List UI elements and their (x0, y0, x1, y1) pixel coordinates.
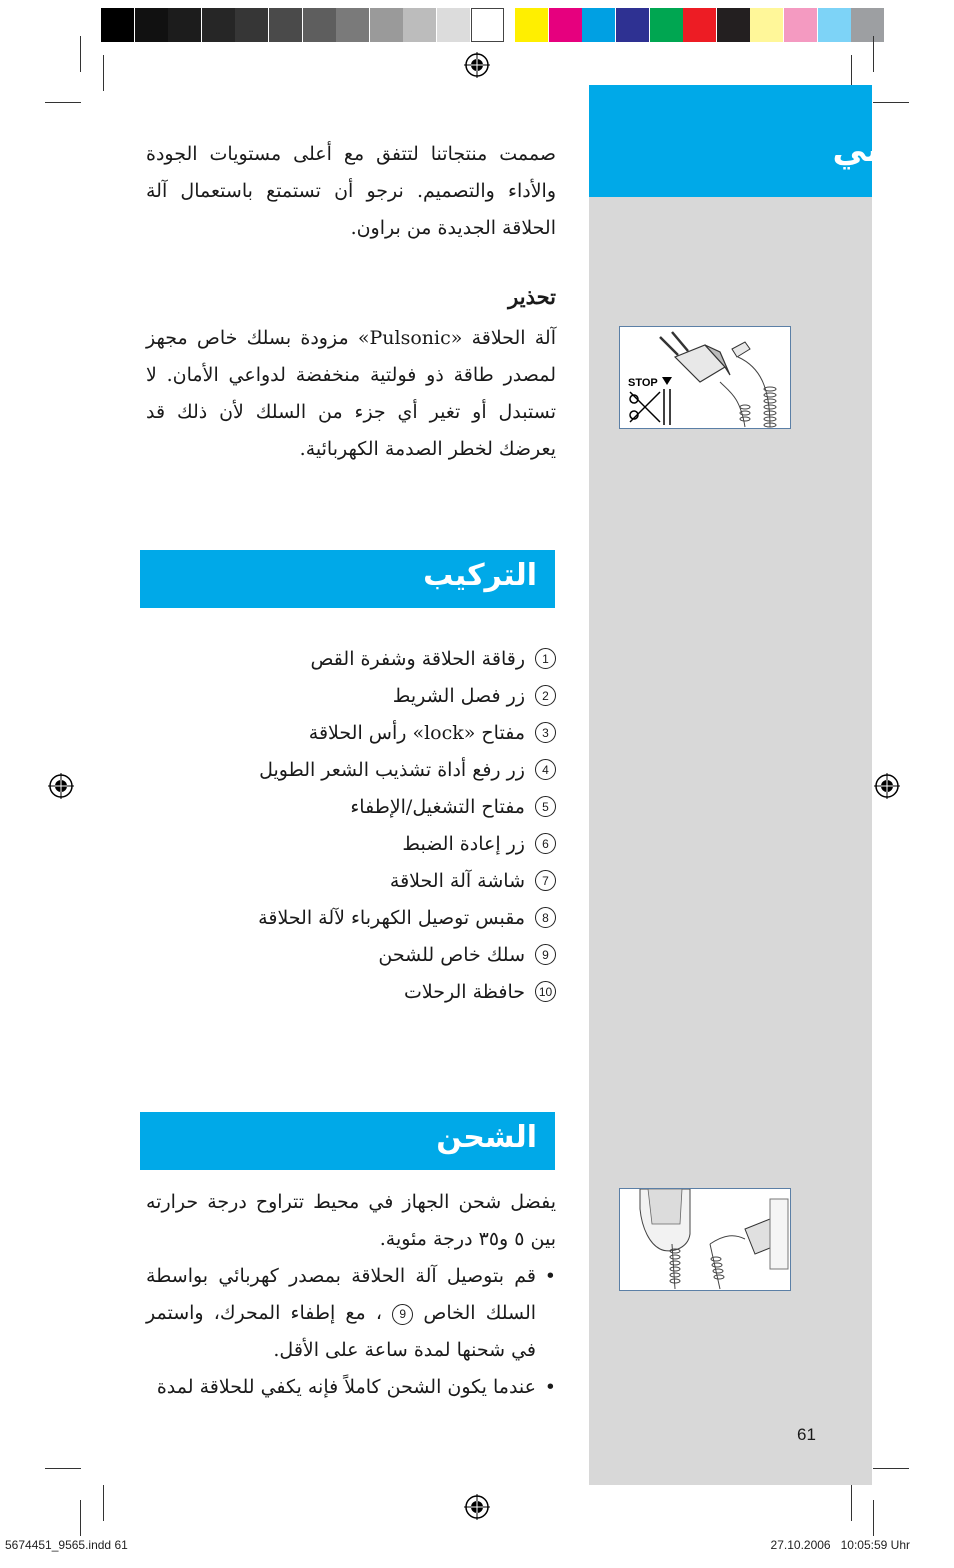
part-number: 2 (535, 685, 556, 706)
bullet-text: قم بتوصيل آلة الحلاقة بمصدر كهربائي بواسطة السلك الخاص (146, 1265, 537, 1324)
part-number: 6 (535, 833, 556, 854)
part-label: مفتاح «lock» رأس الحلاقة (308, 721, 525, 744)
list-item (136, 973, 556, 1010)
footer-timestamp: 27.10.2006 10:05:59 Uhr (770, 1538, 910, 1552)
language-title: عربي (832, 130, 924, 170)
registration-mark-icon (464, 52, 490, 78)
part-number: 9 (535, 944, 556, 965)
part-reference: 9 (392, 1304, 413, 1325)
page-number: 61 (797, 1425, 816, 1444)
color-swatch (269, 8, 302, 42)
registration-mark-icon (464, 1494, 490, 1520)
color-swatch (616, 8, 649, 42)
registration-mark-icon (48, 773, 74, 799)
warning-paragraph: آلة الحلاقة «Pulsonic» مزودة بسلك خاص مجهز لمصدر طاقة ذو فولتية منخفضة لدواعي الأمان. لا تستبدل أو تغير أي جزء من السلك لأن ذلك قد يعرضك لخطر الصدمة الكهربائية. (146, 327, 556, 460)
charging-bullet (146, 1369, 556, 1406)
color-swatch (168, 8, 201, 42)
part-label: رقاقة الحلاقة وشفرة القص (310, 647, 525, 670)
language-tab (589, 85, 872, 197)
color-swatch (784, 8, 817, 42)
crop-mark (873, 1468, 909, 1469)
color-swatch (437, 8, 470, 42)
crop-mark (103, 1485, 104, 1521)
crop-mark (873, 36, 874, 72)
list-item (136, 640, 556, 677)
color-swatch (515, 8, 548, 42)
registration-mark-icon (874, 773, 900, 799)
assembly-section-bar (140, 550, 555, 608)
part-label: زر إعادة الضبط (402, 832, 525, 855)
color-swatch (135, 8, 168, 42)
crop-mark (45, 102, 81, 103)
color-swatch (336, 8, 369, 42)
bullet-icon: • (544, 1376, 556, 1398)
shaver-charging-illustration (619, 1188, 791, 1291)
list-item (136, 825, 556, 862)
color-swatch (303, 8, 336, 42)
part-number: 1 (535, 648, 556, 669)
footer-filename: 5674451_9565.indd 61 (5, 1538, 128, 1552)
color-swatch (650, 8, 683, 42)
list-item (136, 788, 556, 825)
color-swatch (851, 8, 884, 42)
list-item (136, 714, 556, 751)
plug-warning-illustration (619, 326, 791, 429)
assembly-heading: التركيب (423, 558, 537, 593)
bullet-text: ، مع إطفاء المحرك، واستمر في شحنها لمدة ساعة على الأقل. (146, 1302, 536, 1361)
crop-mark (103, 55, 104, 91)
bullet-text: عندما يكون الشحن كاملاً فإنه يكفي للحلاقة لمدة (156, 1376, 536, 1398)
list-item (136, 751, 556, 788)
part-number: 10 (535, 981, 556, 1002)
bullet-icon: • (544, 1265, 556, 1287)
crop-mark (851, 1485, 852, 1521)
charging-heading: الشحن (436, 1120, 537, 1155)
crop-mark (80, 1500, 81, 1536)
part-label: زر فصل الشريط (392, 684, 525, 707)
part-number: 7 (535, 870, 556, 891)
part-number: 8 (535, 907, 556, 928)
part-label: سلك خاص للشحن (378, 943, 525, 966)
charging-bullet (146, 1258, 556, 1369)
color-swatch (717, 8, 750, 42)
list-item (136, 677, 556, 714)
list-item (136, 862, 556, 899)
color-swatch (471, 8, 504, 42)
list-item (136, 899, 556, 936)
part-number: 5 (535, 796, 556, 817)
part-label: مفتاح التشغيل/الإطفاء (350, 795, 525, 818)
part-label: مقبس توصيل الكهرباء لآلة الحلاقة (258, 906, 525, 929)
color-swatch (235, 8, 268, 42)
color-swatch (750, 8, 783, 42)
crop-mark (873, 1500, 874, 1536)
color-swatch (818, 8, 851, 42)
intro-paragraph: صممت منتجاتنا لتتفق مع أعلى مستويات الجودة والأداء والتصميم. نرجو أن تستمتع باستعمال آلة الحلاقة الجديدة من براون. (146, 143, 556, 239)
list-item (136, 936, 556, 973)
color-swatch (101, 8, 134, 42)
parts-list (136, 640, 556, 1010)
part-number: 3 (535, 722, 556, 743)
part-label: حافظة الرحلات (404, 980, 525, 1003)
color-swatch (549, 8, 582, 42)
part-label: شاشة آلة الحلاقة (389, 869, 525, 892)
part-number: 4 (535, 759, 556, 780)
color-swatch (582, 8, 615, 42)
charging-section-bar (140, 1112, 555, 1170)
crop-mark (45, 1468, 81, 1469)
color-swatch (683, 8, 716, 42)
color-swatch (370, 8, 403, 42)
charging-paragraph: يفضل شحن الجهاز في محيط تتراوح درجة حرارته بين ٥ و٣٥ درجة مئوية. (146, 1191, 556, 1250)
crop-mark (80, 36, 81, 72)
crop-mark (873, 102, 909, 103)
warning-heading: تحذير (508, 284, 556, 309)
color-swatch (403, 8, 436, 42)
color-swatch (202, 8, 235, 42)
stop-label: STOP (628, 377, 658, 389)
part-label: زر رفع أداة تشذيب الشعر الطويل (259, 758, 525, 781)
